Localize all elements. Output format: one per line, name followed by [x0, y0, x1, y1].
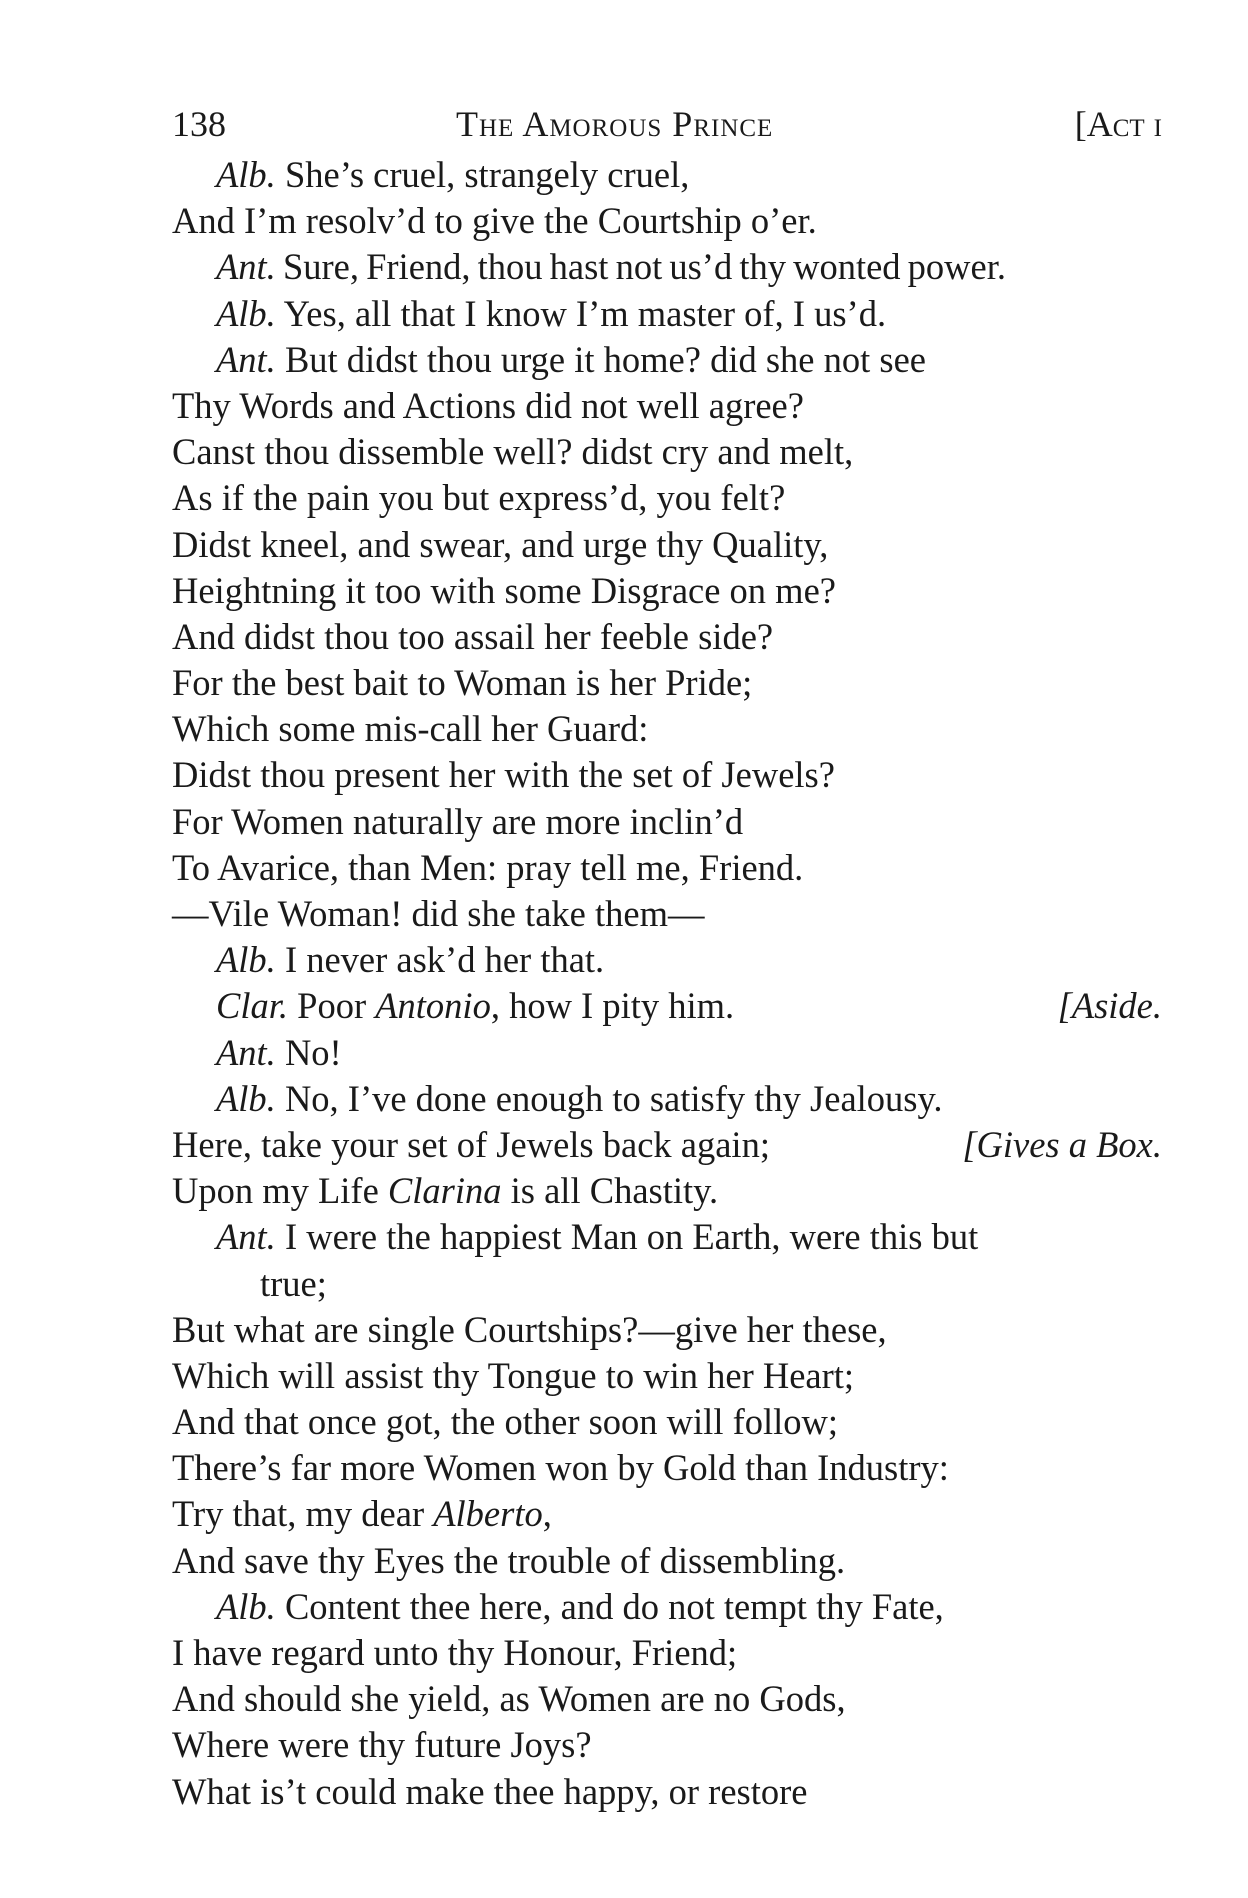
line-text: To Avarice, than Men: pray tell me, Friend.: [172, 846, 804, 888]
line-text: I never ask’d her that.: [275, 939, 605, 981]
character-name: Clarina: [387, 1170, 502, 1212]
verse-line: [172, 1168, 1172, 1214]
line-text: Which some mis-call her Guard:: [172, 708, 649, 750]
speaker: Alb.: [216, 939, 276, 981]
play-text: [172, 152, 1172, 1815]
verse-line: [172, 891, 1172, 937]
line-text: And save thy Eyes the trouble of dissembling.: [172, 1539, 846, 1581]
speech-line: [172, 1030, 1172, 1076]
verse-line: [172, 706, 1172, 752]
line-text: As if the pain you but express’d, you felt?: [172, 477, 786, 519]
line-text: Didst kneel, and swear, and urge thy Quality,: [172, 523, 829, 565]
character-name: Antonio: [375, 985, 491, 1027]
speech-line: [172, 1584, 1172, 1630]
speaker: Ant.: [216, 1031, 276, 1073]
line-text: There’s far more Women won by Gold than Industry:: [172, 1447, 949, 1489]
verse-line: [172, 522, 1172, 568]
verse-line: [172, 1676, 1172, 1722]
stage-direction: [Gives a Box.: [962, 1123, 1162, 1165]
verse-line: [172, 1538, 1172, 1584]
verse-line: [172, 845, 1172, 891]
line-text: Thy Words and Actions did not well agree?: [172, 384, 804, 426]
line-text: She’s cruel, strangely cruel,: [275, 154, 690, 195]
line-text: Content thee here, and do not tempt thy Fate,: [275, 1585, 944, 1627]
verse-line: [172, 752, 1172, 798]
verse-line: [172, 1769, 1172, 1815]
speaker: Alb.: [216, 292, 276, 334]
speech-line: [172, 1214, 1172, 1260]
verse-continuation: [172, 1261, 1172, 1307]
verse-line: [172, 614, 1172, 660]
line-text: But didst thou urge it home? did she not see: [275, 338, 926, 380]
line-text: Poor: [288, 985, 376, 1027]
verse-line: [172, 799, 1172, 845]
verse-line: [172, 660, 1172, 706]
line-text: For Women naturally are more inclin’d: [172, 800, 744, 842]
speech-line: [172, 937, 1172, 983]
line-text: true;: [260, 1262, 327, 1304]
speech-line: [172, 1076, 1172, 1122]
line-text: And should she yield, as Women are no Gods,: [172, 1678, 846, 1720]
line-text: ,: [542, 1493, 552, 1535]
verse-line: [172, 568, 1172, 614]
stage-direction: [Aside.: [1057, 985, 1162, 1027]
verse-line: [172, 1491, 1172, 1537]
act-marker: [Act i: [1074, 104, 1162, 144]
line-text: Heightning it too with some Disgrace on me?: [172, 569, 836, 611]
line-text: Didst thou present her with the set of Jewels?: [172, 754, 835, 796]
line-text: And that once got, the other soon will follow;: [172, 1401, 839, 1443]
line-text: I were the happiest Man on Earth, were this but: [275, 1216, 979, 1258]
speaker: Clar.: [216, 985, 289, 1027]
speaker: Ant.: [216, 338, 276, 380]
verse-line: [172, 429, 1172, 475]
line-text: Canst thou dissemble well? didst cry and melt,: [172, 431, 854, 473]
line-text: And I’m resolv’d to give the Courtship o’er.: [172, 200, 817, 242]
speech-line: [172, 983, 1172, 1029]
line-text: No, I’ve done enough to satisfy thy Jealousy.: [275, 1077, 943, 1119]
line-text: Try that, my dear: [172, 1493, 434, 1535]
running-head: [172, 98, 1172, 150]
verse-line: [172, 1353, 1172, 1399]
speaker: Ant.: [216, 1216, 276, 1258]
verse-line: [172, 1307, 1172, 1353]
verse-line: [172, 1122, 1172, 1168]
speaker: Ant.: [216, 246, 276, 288]
verse-line: [172, 1399, 1172, 1445]
verse-line: [172, 198, 1172, 244]
line-text: No!: [275, 1031, 342, 1073]
verse-line: [172, 475, 1172, 521]
verse-line: [172, 1722, 1172, 1768]
verse-line: [172, 383, 1172, 429]
line-text: For the best bait to Woman is her Pride;: [172, 662, 753, 704]
speaker: Alb.: [216, 1077, 276, 1119]
line-text: —Vile Woman! did she take them—: [172, 893, 705, 934]
line-text: Where were thy future Joys?: [172, 1724, 592, 1766]
line-text: But what are single Courtships?—give her these,: [172, 1308, 887, 1350]
line-text: Yes, all that I know I’m master of, I us’d.: [275, 292, 887, 334]
line-text: Which will assist thy Tongue to win her Heart;: [172, 1354, 855, 1396]
speech-line: [172, 244, 1172, 290]
verse-line: [172, 1630, 1172, 1676]
speaker: Alb.: [216, 154, 276, 195]
character-name: Alberto: [433, 1493, 543, 1535]
verse-line: [172, 1445, 1172, 1491]
speech-line: [172, 291, 1172, 337]
running-title: The Amorous Prince: [456, 104, 774, 144]
line-text: Here, take your set of Jewels back again;: [172, 1123, 770, 1165]
line-text: And didst thou too assail her feeble side?: [172, 615, 774, 657]
speech-line: [172, 152, 1172, 198]
line-text: Sure, Friend, thou hast not us’d thy wonted power.: [275, 246, 1006, 288]
line-text: I have regard unto thy Honour, Friend;: [172, 1632, 738, 1673]
speaker: Alb.: [216, 1585, 276, 1627]
page-number: 138: [172, 104, 226, 144]
line-text: What is’t could make thee happy, or restore: [172, 1770, 808, 1812]
line-text: is all Chastity.: [501, 1170, 719, 1212]
line-text: , how I pity him.: [490, 985, 735, 1027]
speech-line: [172, 337, 1172, 383]
line-text: Upon my Life: [172, 1170, 388, 1212]
